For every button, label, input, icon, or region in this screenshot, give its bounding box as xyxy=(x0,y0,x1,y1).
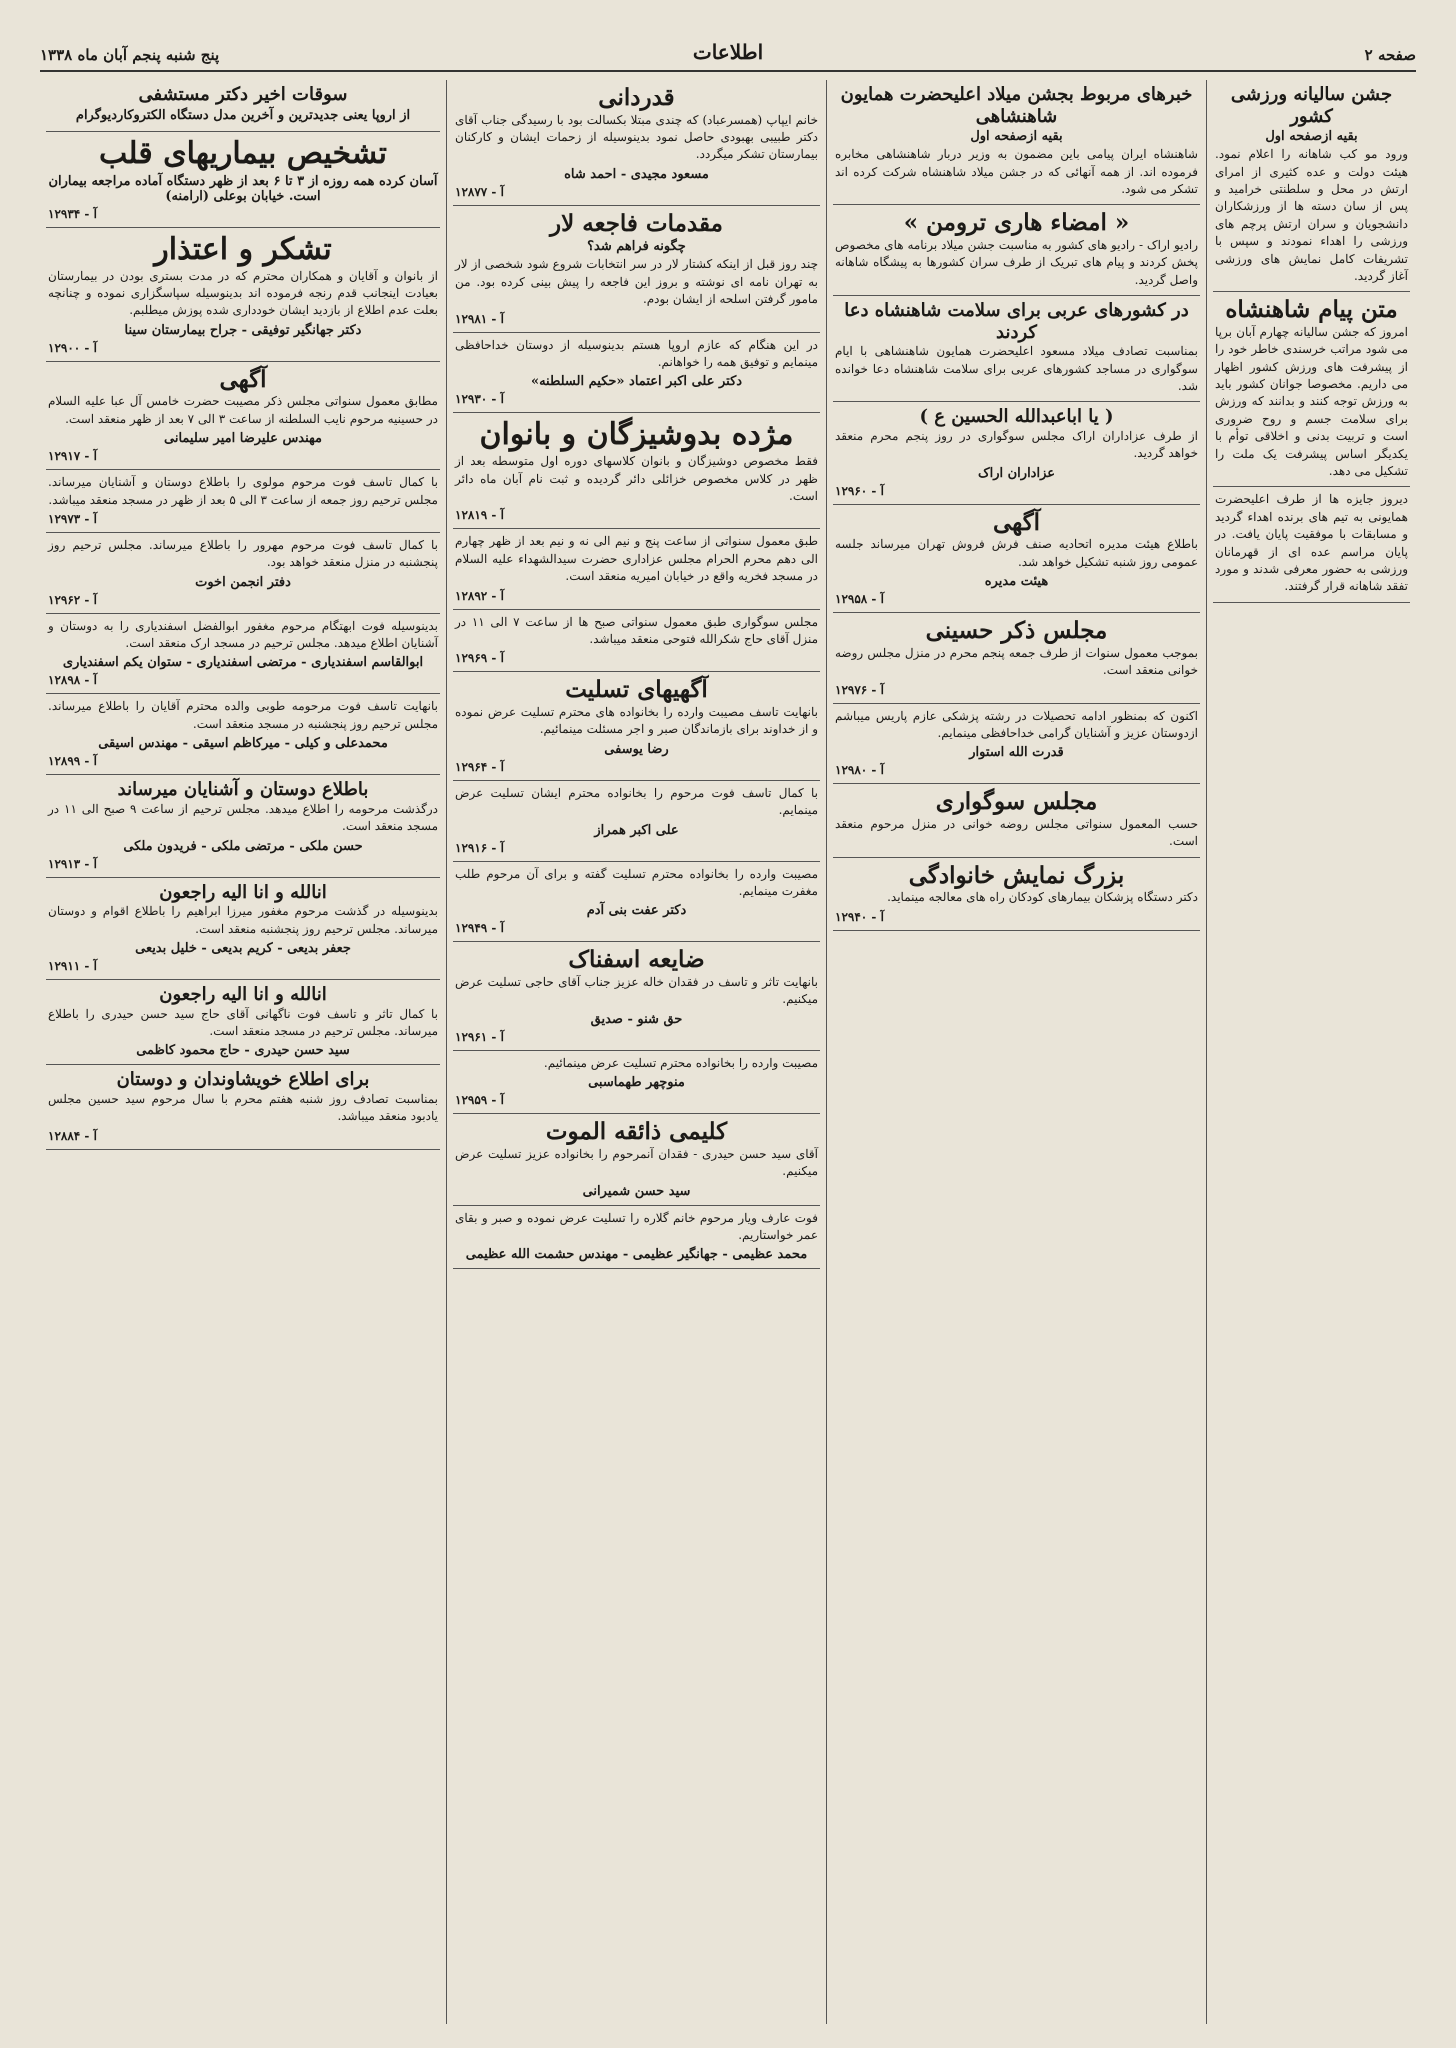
article-subheadline: آسان کرده همه روزه از ۳ تا ۶ بعد از ظهر دستگاه آماده مراجعه بیماران است. خیابان بوعلی (ارامنه) xyxy=(48,173,438,204)
article-headline: آگهی xyxy=(992,508,1041,536)
ad-reference-number: آ - ۱۲۹۰۰ xyxy=(48,340,97,355)
article-subheadline: بقیه ازصفحه اول xyxy=(1265,129,1358,145)
ad-reference-number: آ - ۱۲۹۳۴ xyxy=(48,206,97,221)
article-headline: ( یا اباعبدالله الحسین ع ) xyxy=(919,406,1114,428)
masthead xyxy=(40,40,1416,72)
article-block xyxy=(46,1065,440,1149)
ad-reference-number: آ - ۱۲۸۷۷ xyxy=(455,184,504,199)
article-headline: انالله و انا الیه راجعون xyxy=(159,984,327,1006)
article-headline: قدردانی xyxy=(598,84,675,111)
masthead-date: پنج شنبه پنجم آبان ماه ۱۳۳۸ xyxy=(40,46,220,64)
article-block xyxy=(46,694,440,775)
article-signature: دکتر علی اکبر اعتماد «حکیم السلطنه» xyxy=(530,374,743,390)
ad-reference-number: آ - ۱۲۹۶۲ xyxy=(48,592,97,607)
ad-reference-number: آ - ۱۲۸۸۴ xyxy=(48,1128,97,1143)
article-text: با کمال تاسف فوت مرحوم را بخانواده محترم ایشان تسلیت عرض مینمایم. xyxy=(455,785,818,818)
ad-reference-number: آ - ۱۲۹۸۰ xyxy=(835,763,884,778)
article-text: طبق معمول سنواتی از ساعت پنج و نیم الی نه و نیم بعد از ظهر چهارم الی دهم محرم الحرام مجلس عزاداری حضرت سیدالشهداء علیه السلام در مسجد فخریه واقع در خیابان امیریه منعقد است. xyxy=(455,534,818,584)
article-block xyxy=(453,529,820,609)
article-headline: متن پیام شاهنشاه xyxy=(1225,296,1398,324)
ad-reference-number: آ - ۱۲۸۹۸ xyxy=(48,673,97,688)
article-signature: رضا یوسفی xyxy=(604,741,669,757)
article-block xyxy=(453,672,820,780)
article-block xyxy=(46,775,440,877)
article-signature: دکتر جهانگیر توفیقی - جراح بیمارستان سینا xyxy=(124,322,362,338)
article-text: بانهایت تاثر و تاسف در فقدان خاله عزیز جناب آقای حاجی تسلیت عرض میکنیم. xyxy=(455,974,818,1007)
column-1 xyxy=(1206,80,1416,2024)
article-text: با کمال تاثر و تاسف فوت ناگهانی آقای حاج سید حسن حیدری را باطلاع میرساند. مجلس ترحیم در مسجد منعقد است. xyxy=(48,1006,438,1038)
article-block xyxy=(1213,80,1410,292)
article-block xyxy=(833,505,1200,613)
article-text: بدینوسیله فوت ابهتگام مرحوم مغفور ابوالفضل اسفندیاری را به دوستان و آشنایان اطلاع میدهد. مجلس ترحیم در مسجد ارک منعقد است. xyxy=(48,618,438,651)
article-block xyxy=(453,413,820,529)
article-subheadline: بقیه ازصفحه اول xyxy=(970,129,1063,145)
article-block xyxy=(833,613,1200,703)
article-text: شاهنشاه ایران پیامی باین مضمون به وزیر دربار شاهنشاهی مخابره فرموده اند. از همه آنهائی که در جشن میلاد شاهنشاه شرکت کرده اند تشکر می شود. xyxy=(835,147,1198,196)
article-subheadline: از اروپا یعنی جدیدترین و آخرین مدل دستگاه الکتروکاردیوگرام xyxy=(75,107,411,123)
article-block xyxy=(1213,292,1410,487)
article-block xyxy=(833,205,1200,296)
ad-reference-number: آ - ۱۲۹۱۶ xyxy=(455,840,504,855)
article-headline: « امضاء هاری ترومن » xyxy=(903,209,1130,237)
article-signature: محمد عظیمی - جهانگیر عظیمی - مهندس حشمت الله عظیمی xyxy=(465,1247,808,1263)
article-block xyxy=(453,1206,820,1270)
article-headline: سوقات اخیر دکتر مستشفی xyxy=(138,84,348,105)
column-4 xyxy=(40,80,446,2024)
article-block xyxy=(46,362,440,470)
article-headline: برای اطلاع خویشاوندان و دوستان xyxy=(116,1069,370,1091)
article-text: از بانوان و آقایان و همکاران محترم که در مدت بستری بودن در بیمارستان بعیادت اینجانب قدم رنجه فرموده اند بدینوسیله سپاسگزاری نموده و چنانچه بعلت عدم اطلاع از بازدید ایشان خودداری شده پوزش میطلبم. xyxy=(48,268,438,318)
ad-reference-number: آ - ۱۲۹۳۰ xyxy=(455,392,504,407)
ad-reference-number: آ - ۱۲۹۶۱ xyxy=(455,1029,504,1044)
article-block xyxy=(833,296,1200,402)
article-block xyxy=(46,980,440,1065)
article-signature: سید حسن حیدری - حاج محمود کاظمی xyxy=(136,1043,350,1059)
article-block xyxy=(46,614,440,695)
article-text: مصیبت وارده را بخانواده محترم تسلیت گفته و برای آن مرحوم طلب مغفرت مینمایم. xyxy=(455,866,818,898)
ad-reference-number: آ - ۱۲۹۵۸ xyxy=(835,592,884,607)
article-signature: دفتر انجمن اخوت xyxy=(195,574,291,590)
article-headline: مقدمات فاجعه لار xyxy=(550,209,723,237)
article-block xyxy=(833,80,1200,205)
ad-reference-number: آ - ۱۲۹۷۶ xyxy=(835,682,884,697)
article-text: خانم ایپاپ (همسرعباد) که چندی مبتلا بکسالت بود با رسیدگی جناب آقای دکتر طبیبی بهبودی حاصل نمود بدینوسیله از زحمات ایشان و کارکنان بیمارستان تشکر میگردد. xyxy=(455,112,818,162)
article-block xyxy=(453,862,820,943)
ad-reference-number: آ - ۱۲۹۴۰ xyxy=(835,909,884,924)
article-text: ورود مو کب شاهانه را اعلام نمود. هیئت دولت و عده کثیری از امرای ارتش در محل و سلطنتی خرامید و پس از سان دسته ها از ورزشکاران دانشجویان و سران ارتش پرچم های ورزشی را اهداء نمودند و سپس با تشریفات کامل نمایش های ورزشی آغاز گردید. xyxy=(1215,147,1408,283)
article-text: چند روز قبل از اینکه کشتار لار در سر انتخابات شروع شود شخصی از لار به تهران نامه ای نوشته و بروز این فاجعه را پیش بینی کرده بود. من مامور گرفتن اسلحه از ایشان بودم. xyxy=(455,257,818,307)
article-signature: قدرت الله استوار xyxy=(969,745,1064,761)
article-signature: مسعود مجیدی - احمد شاه xyxy=(564,166,709,182)
article-text: بانهایت تاسف فوت مرحومه طوبی والده محترم آقایان را باطلاع میرساند. مجلس ترحیم روز پنجشنبه در مسجد منعقد است. xyxy=(48,699,438,731)
ad-reference-number: آ - ۱۲۸۱۹ xyxy=(455,508,504,523)
article-block xyxy=(46,228,440,362)
article-block xyxy=(453,80,820,206)
ad-reference-number: آ - ۱۲۹۶۰ xyxy=(835,483,884,498)
article-block xyxy=(46,470,440,533)
ad-reference-number: آ - ۱۲۹۱۷ xyxy=(48,449,97,464)
article-signature: محمدعلی و کیلی - میرکاظم اسیقی - مهندس اسیقی xyxy=(98,736,388,752)
columns xyxy=(40,80,1416,2024)
article-headline: بزرگ نمایش خانوادگی xyxy=(908,861,1125,889)
ad-reference-number: آ - ۱۲۹۶۴ xyxy=(455,759,504,774)
article-text: دیروز جایزه ها از طرف اعلیحضرت همایونی به تیم های برنده اهداء گردید و مسابقات با موفقیت پایان یافت. در پایان مراسم عده ای از قهرمانان ورزشی به حضور معرفی شدند و مورد تفقد شاهانه قرار گرفتند. xyxy=(1215,492,1408,594)
article-text: با کمال تاسف فوت مرحوم مهرور را باطلاع میرساند. مجلس ترحیم روز پنجشنبه در منزل منعقد خواهد بود. xyxy=(48,537,438,570)
article-signature: حق شنو - صدیق xyxy=(590,1011,683,1027)
ad-reference-number: آ - ۱۲۹۶۹ xyxy=(455,651,504,666)
ad-reference-number: آ - ۱۲۹۷۳ xyxy=(48,511,97,526)
article-text: مطابق معمول سنواتی مجلس ذکر مصیبت حضرت خامس آل عبا علیه السلام در حسینیه مرحوم نایب السلطنه از ساعت ۳ الی ۷ بعد از ظهر منعقد است. xyxy=(48,394,438,426)
article-headline: انالله و انا الیه راجعون xyxy=(159,881,327,903)
article-block xyxy=(833,858,1200,931)
article-signature: منوچهر طهماسبی xyxy=(588,1075,685,1091)
article-headline: مجلس ذکر حسینی xyxy=(925,617,1108,645)
article-headline: تشکر و اعتذار xyxy=(154,231,332,267)
article-block xyxy=(46,533,440,614)
article-text: آقای سید حسن حیدری - فقدان آنمرحوم را بخانواده عزیز تسلیت عرض میکنیم. xyxy=(455,1146,818,1179)
article-text: بمناسبت تصادف روز شنبه هفتم محرم با سال مرحوم سید حسین مجلس یادبود منعقد میباشد. xyxy=(48,1091,438,1124)
article-block xyxy=(833,704,1200,785)
article-signature: حسن ملکی - مرتضی ملکی - فریدون ملکی xyxy=(123,838,363,854)
article-text: بمناسبت تصادف میلاد مسعود اعلیحضرت همایون شاهنشاهی با ایام سوگواری در مساجد کشورهای عربی برای سلامت شاهنشاه دعا خوانده شد. xyxy=(835,344,1198,394)
ad-reference-number: آ - ۱۲۹۵۹ xyxy=(455,1093,504,1108)
article-block xyxy=(833,402,1200,504)
article-text: مصیبت وارده را بخانواده محترم تسلیت عرض مینمائیم. xyxy=(543,1055,818,1070)
article-headline: مژده بدوشیزگان و بانوان xyxy=(479,417,794,453)
article-block xyxy=(453,206,820,333)
article-text: بدینوسیله در گذشت مرحوم مغفور میرزا ابراهیم را باطلاع اقوام و دوستان میرساند. مجلس ترحیم روز پنجشنبه منعقد است. xyxy=(48,904,438,936)
article-block xyxy=(46,878,440,980)
article-block xyxy=(453,1051,820,1114)
article-headline: آگهی xyxy=(219,365,267,393)
article-headline: جشن سالیانه ورزشی کشور xyxy=(1230,84,1393,127)
article-block xyxy=(453,1114,820,1205)
article-headline: در کشورهای عربی برای سلامت شاهنشاه دعا کردند xyxy=(844,300,1189,343)
article-signature: سید حسن شمیرانی xyxy=(582,1183,691,1199)
article-headline: خبرهای مربوط بجشن میلاد اعلیحضرت همایون شاهنشاهی xyxy=(840,84,1193,127)
article-headline: ضایعه اسفناک xyxy=(568,946,705,974)
ad-reference-number: آ - ۱۲۸۹۲ xyxy=(455,588,504,603)
article-text: فوت عارف ویار مرحوم خانم گلاره را تسلیت عرض نموده و صبر و بقای عمر خواستاریم. xyxy=(455,1210,818,1242)
article-text: مجلس سوگواری طبق معمول سنواتی صبح ها از ساعت ۷ الی ۱۱ در منزل آقای حاج شکرالله فتوحی منعقد میباشد. xyxy=(455,614,818,647)
article-text: در این هنگام که عازم اروپا هستم بدینوسیله از دوستان خداحافظی مینمایم و توفیق همه را خواهانم. xyxy=(455,337,818,369)
article-headline: باطلاع دوستان و آشنایان میرساند xyxy=(117,779,369,801)
article-text: اکنون که بمنظور ادامه تحصیلات در رشته پزشکی عازم پاریس میباشم ازدوستان عزیز و آشنایان گرامی خداحافظی مینمایم. xyxy=(835,708,1198,740)
article-text: فقط مخصوص دوشیزگان و بانوان کلاسهای دوره اول متوسطه بعد از ظهر در کلاس مخصوص خزائلی دائر گردیده و ثبت نام آبان ماه دائر است. xyxy=(455,454,818,504)
article-text: امروز که جشن سالیانه چهارم آبان برپا می شود مراتب خرسندی خاطر خود را از پیشرفت های ورزش کشور اظهار می داریم. مخصوصا جوانان کشور باید به ورزش توجه کنند و بدانند که ورزش برای سلامت جسم و روح ضروری است و تربیت بدنی و اخلاقی توأم با یکدیگر اساس پیشرفت یک ملت را تشکیل می دهد. xyxy=(1215,324,1408,479)
article-text: از طرف عزاداران اراک مجلس سوگواری در روز پنجم محرم منعقد خواهد گردید. xyxy=(835,429,1198,461)
masthead-title: اطلاعات xyxy=(692,40,764,64)
article-block xyxy=(453,942,820,1050)
article-text: بموجب معمول سنوات از طرف جمعه پنجم محرم در منزل مجلس روضه خوانی منعقد است. xyxy=(835,645,1198,678)
article-block xyxy=(46,132,440,228)
article-signature: علی اکبر همراز xyxy=(594,822,679,838)
article-block xyxy=(833,784,1200,857)
article-signature: ابوالقاسم اسفندیاری - مرتضی اسفندیاری - ستوان یکم اسفندیاری xyxy=(62,655,424,671)
article-headline: مجلس سوگواری xyxy=(935,788,1098,816)
article-text: حسب المعمول سنواتی مجلس روضه خوانی در منزل مرحوم منعقد است. xyxy=(835,816,1198,849)
article-block xyxy=(453,781,820,862)
ad-reference-number: آ - ۱۲۹۴۹ xyxy=(455,921,504,936)
article-headline: کلیمی ذائقه الموت xyxy=(545,1118,728,1146)
article-text: با کمال تاسف فوت مرحوم مولوی را باطلاع دوستان و آشنایان میرساند. مجلس ترحیم روز جمعه از ساعت ۳ الی ۵ بعد از ظهر در مسجد منعقد میباشد. xyxy=(48,475,438,507)
article-subheadline: چگونه فراهم شد؟ xyxy=(587,239,686,255)
article-headline: تشخیص بیماریهای قلب xyxy=(98,135,388,171)
ad-reference-number: آ - ۱۲۹۸۱ xyxy=(455,311,504,326)
article-signature: هیئت مدیره xyxy=(984,574,1049,590)
article-block xyxy=(453,610,820,673)
article-text: رادیو اراک - رادیو های کشور به مناسبت جشن میلاد برنامه های مخصوص پخش کردند و پیام های تبریک از طرف سران کشورها به پیشگاه شاهانه واصل گردید. xyxy=(835,237,1198,287)
article-signature: دکتر عفت بنی آدم xyxy=(586,903,687,919)
article-text: دکتر دستگاه پزشکان بیمارهای کودکان راه های معالجه مینماید. xyxy=(887,890,1198,905)
masthead-page-number: صفحه ۲ xyxy=(1364,46,1416,64)
ad-reference-number: آ - ۱۲۸۹۹ xyxy=(48,754,97,769)
article-text: درگذشت مرحومه را اطلاع میدهد. مجلس ترحیم از ساعت ۹ صبح الی ۱۱ در مسجد منعقد است. xyxy=(48,801,439,834)
article-block xyxy=(453,333,820,414)
article-text: بانهایت تاسف مصیبت وارده را بخانواده های محترم تسلیت عرض نموده و از خداوند برای بازماندگان صبر و اجر مسئلت مینمائیم. xyxy=(455,705,818,737)
ad-reference-number: آ - ۱۲۹۱۱ xyxy=(48,959,97,974)
article-block xyxy=(1213,487,1410,602)
ad-reference-number: آ - ۱۲۹۱۳ xyxy=(48,856,97,871)
article-signature: جعفر بدیعی - کریم بدیعی - خلیل بدیعی xyxy=(135,941,351,957)
article-signature: مهندس علیرضا امیر سلیمانی xyxy=(163,431,323,447)
article-signature: عزاداران اراک xyxy=(977,465,1056,481)
column-2 xyxy=(826,80,1206,2024)
article-headline: آگهیهای تسلیت xyxy=(565,676,708,704)
column-3 xyxy=(446,80,826,2024)
article-text: باطلاع هیئت مدیره اتحادیه صنف فرش فروش تهران میرساند جلسه عمومی روز شنبه تشکیل خواهد شد. xyxy=(835,537,1198,569)
article-block xyxy=(46,80,440,132)
